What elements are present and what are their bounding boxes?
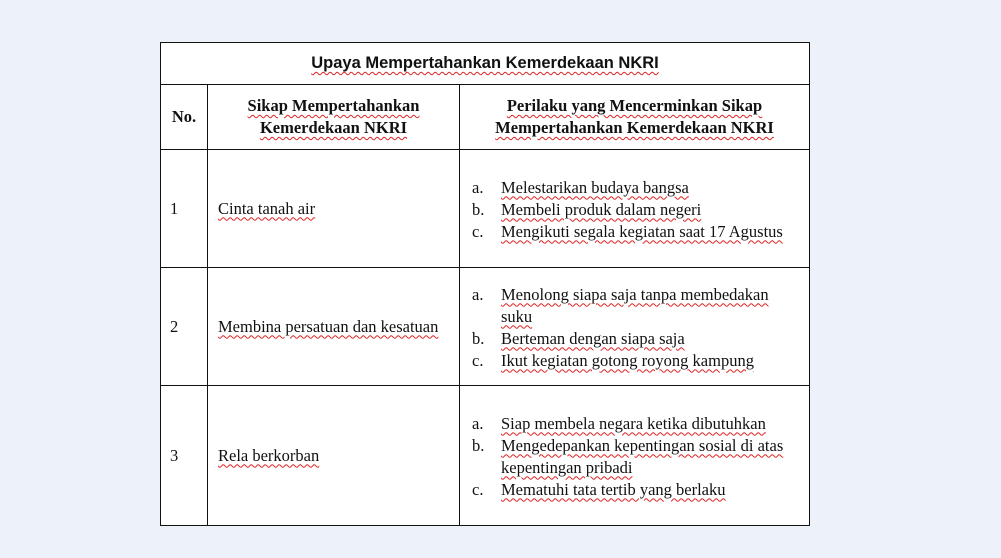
row-number: 3 <box>161 386 208 526</box>
header-row <box>161 85 810 150</box>
list-item <box>472 328 801 350</box>
table-title-cell <box>161 43 810 85</box>
list-item <box>472 221 801 243</box>
row-sikap <box>208 268 460 386</box>
row-sikap-text: Cinta tanah air <box>218 198 316 218</box>
list-item <box>472 413 801 435</box>
header-perilaku-line2: Mempertahankan Kemerdekaan NKRI <box>495 118 774 137</box>
item-label: a. <box>472 177 484 197</box>
list-item <box>472 177 801 199</box>
item-label: c. <box>472 221 484 241</box>
header-no <box>161 85 208 150</box>
item-text: Mengedepankan kepentingan sosial di atas kepentingan pribadi <box>501 435 784 477</box>
item-text: Menolong siapa saja tanpa membedakan suku <box>501 284 769 326</box>
row-number: 2 <box>161 268 208 386</box>
list-item <box>472 284 801 328</box>
item-text: Berteman dengan siapa saja <box>501 328 685 348</box>
header-no-label: No. <box>171 107 197 126</box>
list-item <box>472 350 801 372</box>
list-item <box>472 435 801 479</box>
item-label: c. <box>472 479 484 499</box>
kemerdekaan-table <box>160 42 810 526</box>
table-row <box>161 268 810 386</box>
item-text: Siap membela negara ketika dibutuhkan <box>501 413 766 433</box>
header-perilaku-line1: Perilaku yang Mencerminkan Sikap <box>506 96 763 115</box>
item-text: Mengikuti segala kegiatan saat 17 Agustus <box>501 221 783 241</box>
header-perilaku <box>460 85 810 150</box>
row-number: 1 <box>161 150 208 268</box>
table-row <box>161 386 810 526</box>
row-sikap <box>208 386 460 526</box>
row-perilaku-list <box>460 386 810 526</box>
list-item <box>472 479 801 501</box>
row-sikap <box>208 150 460 268</box>
item-text: Mematuhi tata tertib yang berlaku <box>501 479 726 499</box>
table-title: Upaya Mempertahankan Kemerdekaan NKRI <box>311 54 659 72</box>
item-text: Membeli produk dalam negeri <box>501 199 702 219</box>
item-label: c. <box>472 350 484 370</box>
item-label: b. <box>472 199 485 219</box>
list-item <box>472 199 801 221</box>
item-text: Melestarikan budaya bangsa <box>501 177 689 197</box>
item-text: Ikut kegiatan gotong royong kampung <box>501 350 754 370</box>
header-sikap-line2: Kemerdekaan NKRI <box>259 118 408 137</box>
row-sikap-text: Membina persatuan dan kesatuan <box>218 316 439 336</box>
item-label: a. <box>472 284 484 304</box>
item-label: a. <box>472 413 484 433</box>
row-sikap-text: Rela berkorban <box>218 445 320 465</box>
row-perilaku-list <box>460 150 810 268</box>
item-label: b. <box>472 435 485 455</box>
item-label: b. <box>472 328 485 348</box>
header-sikap <box>208 85 460 150</box>
row-perilaku-list <box>460 268 810 386</box>
header-sikap-line1: Sikap Mempertahankan <box>247 96 420 115</box>
table-row <box>161 150 810 268</box>
